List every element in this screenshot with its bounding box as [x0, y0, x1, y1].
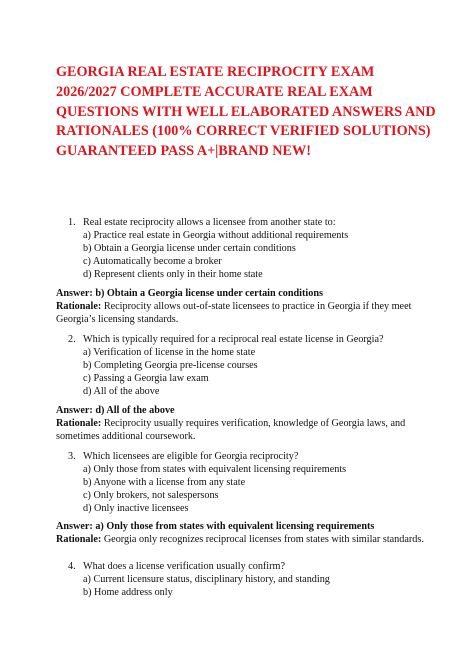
option-a: a) Verification of license in the home state	[83, 346, 256, 358]
rationale-body: Georgia only recognizes reciprocal licenses from states with similar standards.	[103, 533, 424, 545]
document-title: GEORGIA REAL ESTATE RECIPROCITY EXAM 2026/2027 COMPLETE ACCURATE REAL EXAM QUESTIONS WITH WELL ELABORATED ANSWERS AND RATIONALES (100% CORRECT VERIFIED SOLUTIONS) GUARANTEED PASS A+|BRAND NEW!	[56, 64, 436, 160]
answer-text: Answer: a) Only those from states with equivalent licensing requirements	[56, 521, 375, 532]
answer-block-1	[56, 288, 426, 327]
option-b: b) Home address only	[83, 586, 173, 598]
rationale-text	[56, 301, 426, 327]
question-number: 3.	[68, 451, 76, 462]
option-b: b) Obtain a Georgia license under certain conditions	[83, 242, 296, 254]
question-text: Which is typically required for a reciprocal real estate license in Georgia?	[83, 334, 384, 345]
question-text: Which licensees are eligible for Georgia reciprocity?	[83, 451, 299, 462]
question-1	[56, 217, 436, 282]
option-b: b) Completing Georgia pre-license courses	[83, 359, 258, 371]
rationale-label: Rationale:	[56, 300, 102, 312]
question-number: 1.	[68, 217, 76, 228]
rationale-label: Rationale:	[56, 533, 102, 545]
question-3	[56, 451, 436, 516]
question-2	[56, 334, 436, 399]
rationale-label: Rationale:	[56, 417, 102, 429]
option-a: a) Current licensure status, disciplinary history, and standing	[83, 573, 330, 585]
question-stem	[56, 334, 436, 347]
option-a: a) Only those from states with equivalent licensing requirements	[83, 463, 347, 475]
answer-block-3	[56, 521, 426, 547]
rationale-text	[56, 534, 426, 547]
rationale-text	[56, 418, 426, 444]
option-c: c) Automatically become a broker	[83, 255, 222, 267]
question-text: What does a license verification usually confirm?	[83, 561, 285, 572]
question-stem	[56, 451, 436, 464]
question-text: Real estate reciprocity allows a licensee from another state to:	[83, 217, 336, 228]
option-d: d) Only inactive licensees	[83, 502, 189, 514]
option-c: c) Only brokers, not salespersons	[83, 489, 219, 501]
question-number: 2.	[68, 334, 76, 345]
option-d: d) All of the above	[83, 385, 160, 397]
answer-text: Answer: d) All of the above	[56, 405, 175, 416]
question-stem	[56, 561, 436, 574]
option-b: b) Anyone with a license from any state	[83, 476, 246, 488]
option-c: c) Passing a Georgia law exam	[83, 372, 209, 384]
question-number: 4.	[68, 561, 76, 572]
answer-text: Answer: b) Obtain a Georgia license under certain conditions	[56, 288, 323, 299]
rationale-body: Reciprocity usually requires verification, knowledge of Georgia laws, and sometimes additional coursework.	[56, 417, 406, 442]
option-d: d) Represent clients only in their home state	[83, 268, 263, 280]
answer-block-2	[56, 405, 426, 444]
question-4	[56, 561, 436, 600]
question-stem	[56, 217, 436, 230]
option-a: a) Practice real estate in Georgia without additional requirements	[83, 229, 349, 241]
rationale-body: Reciprocity allows out-of-state licensees to practice in Georgia if they meet Georgia’s licensing standards.	[56, 300, 412, 325]
